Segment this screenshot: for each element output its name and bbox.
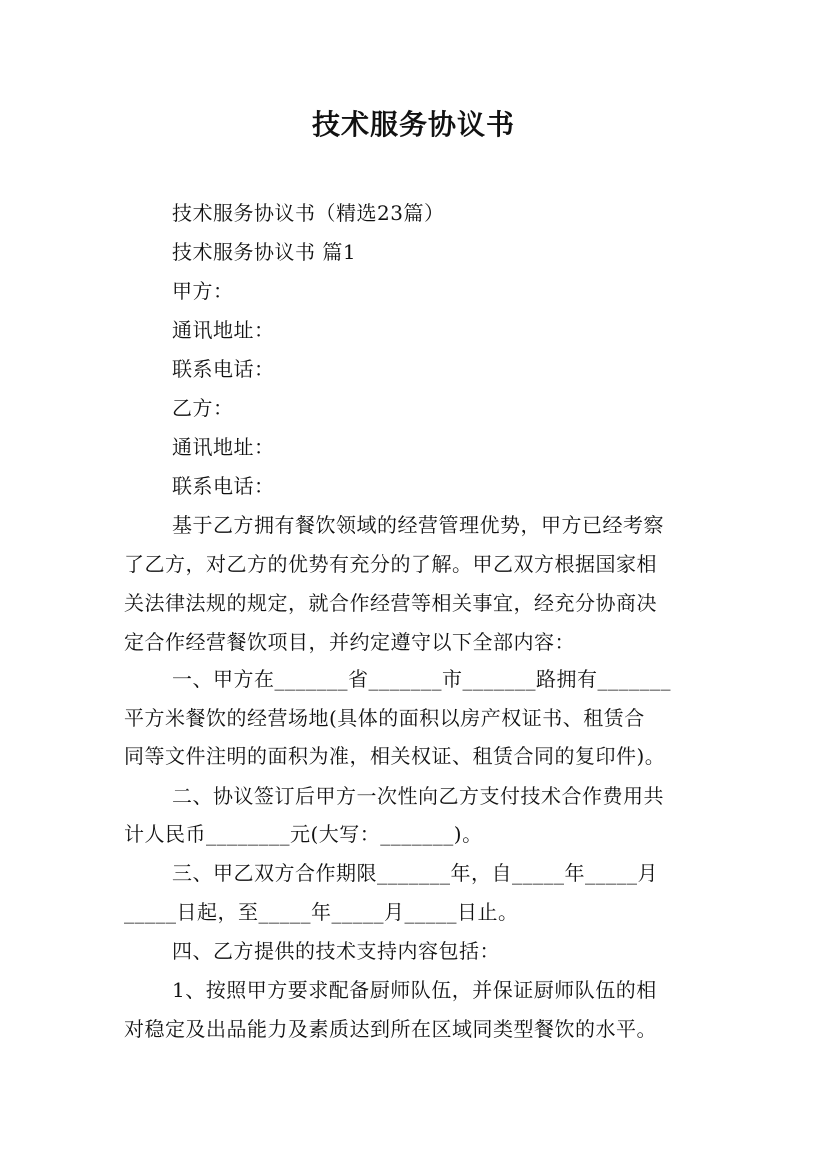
clause-one-line: 一、甲方在_______省_______市_______路拥有_______ bbox=[172, 667, 671, 691]
paragraph-line: 基于乙方拥有餐饮领域的经营管理优势，甲方已经考察 bbox=[172, 513, 664, 537]
party-a-phone-label: 联系电话： bbox=[172, 357, 275, 381]
party-b-phone-label: 联系电话： bbox=[172, 474, 275, 498]
clause-two-line: 二、协议签订后甲方一次性向乙方支付技术合作费用共 bbox=[172, 784, 664, 808]
clause-four-heading: 四、乙方提供的技术支持内容包括： bbox=[172, 939, 500, 963]
clause-two-line: 计人民币________元(大写：_______)。 bbox=[124, 822, 483, 846]
party-b-address-label: 通讯地址： bbox=[172, 435, 275, 459]
party-a-label: 甲方： bbox=[172, 279, 234, 303]
clause-three-line: 三、甲乙双方合作期限_______年，自_____年_____月 bbox=[172, 861, 658, 885]
party-a-address-label: 通讯地址： bbox=[172, 318, 275, 342]
subtitle: 技术服务协议书（精选23篇） bbox=[172, 201, 445, 225]
document-title: 技术服务协议书 bbox=[311, 108, 515, 141]
section-heading: 技术服务协议书 篇1 bbox=[172, 240, 357, 264]
paragraph-line: 定合作经营餐饮项目，并约定遵守以下全部内容： bbox=[124, 630, 575, 654]
clause-three-line: _____日起，至_____年_____月_____日止。 bbox=[124, 900, 519, 924]
paragraph-line: 了乙方，对乙方的优势有充分的了解。甲乙双方根据国家相 bbox=[124, 552, 657, 576]
paragraph-line: 关法律法规的规定，就合作经营等相关事宜，经充分协商决 bbox=[124, 591, 657, 615]
clause-one-line: 平方米餐饮的经营场地(具体的面积以房产权证书、租赁合 bbox=[124, 706, 645, 730]
clause-four-item: 1、按照甲方要求配备厨师队伍，并保证厨师队伍的相 bbox=[172, 978, 657, 1002]
party-b-label: 乙方： bbox=[172, 396, 234, 420]
clause-one-line: 同等文件注明的面积为准，相关权证、租赁合同的复印件)。 bbox=[124, 744, 666, 768]
clause-four-item: 对稳定及出品能力及素质达到所在区域同类型餐饮的水平。 bbox=[124, 1017, 657, 1041]
